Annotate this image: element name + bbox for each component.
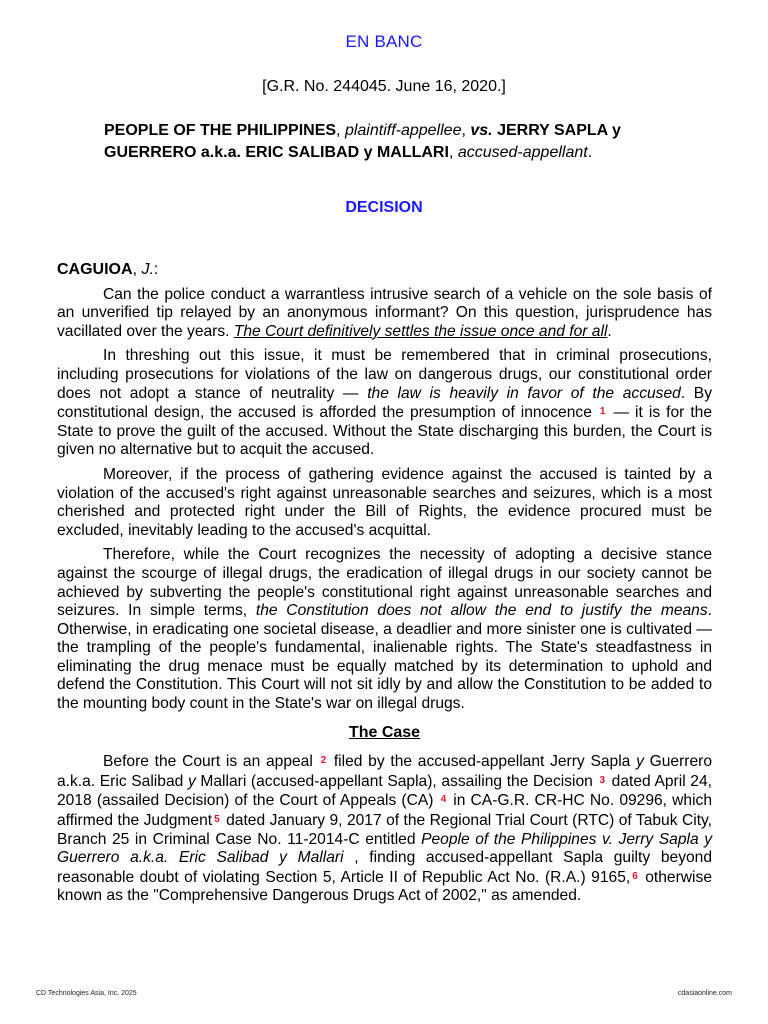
paragraph-text: Guerrero a.k.a. Eric Salibad bbox=[57, 753, 712, 790]
ponente-name: CAGUIOA bbox=[57, 261, 133, 278]
case-parties: PEOPLE OF THE PHILIPPINES, plaintiff-appellee, vs. JERRY SAPLA y GUERRERO a.k.a. ERIC SALIBAD y MALLARI, accused-appellant. bbox=[104, 122, 621, 161]
paragraph-text: in CA-G.R. CR-HC No. 09296, which affirmed the Judgment bbox=[57, 792, 712, 830]
division-heading: EN BANC bbox=[345, 32, 423, 51]
gr-number: [G.R. No. 244045. June 16, 2020.] bbox=[262, 78, 506, 95]
paragraph: Moreover, if the process of gathering evidence against the accused is tainted by a violation of the accused's right against unreasonable searches and seizures, which is a most cherished and protected right under the Bill of Rights, the evidence procured must be excluded, inevitably leading to the accused's acquittal. bbox=[57, 465, 712, 539]
ponente-title: J. bbox=[141, 261, 154, 278]
emphasis-text: The Court definitively settles the issue once and for all bbox=[233, 322, 608, 340]
plaintiff-role: plaintiff-appellee bbox=[344, 122, 462, 139]
paragraph bbox=[57, 347, 712, 460]
footnote-link[interactable]: 5 bbox=[214, 814, 220, 826]
paragraph-text: dated April 24, 2018 (assailed Decision) of the Court of Appeals (CA) bbox=[57, 772, 712, 810]
footnote-link[interactable]: 1 bbox=[599, 406, 606, 418]
paragraph-text: Can the police conduct a warrantless intrusive search of a vehicle on the sole basis of an unverified tip relayed by an anonymous informant? On this question, jurisprudence has vacillated over the years. bbox=[57, 285, 712, 340]
decision-title: DECISION bbox=[345, 199, 423, 216]
accused-name: JERRY SAPLA y GUERRERO a.k.a. ERIC SALIBAD y MALLARI bbox=[104, 122, 621, 161]
paragraph-text: dated January 9, 2017 of the Regional Trial Court (RTC) of Tabuk City, Branch 25 in Criminal Case No. 11-2014-C entitled bbox=[57, 812, 713, 848]
footer-copyright: CD Technologies Asia, Inc. 2025 bbox=[36, 990, 137, 997]
emphasis-text: People of the Philippines v. Jerry Sapla y Guerrero a.k.a. Eric Salibad y Mallari bbox=[57, 830, 712, 867]
plaintiff-name: PEOPLE OF THE PHILIPPINES bbox=[104, 122, 337, 139]
paragraph bbox=[57, 546, 712, 713]
paragraph-text: otherwise known as the "Comprehensive Dangerous Drugs Act of 2002," as amended. bbox=[57, 868, 712, 905]
paragraph-text: — it is for the State to prove the guilt of the accused. Without the State discharging this burden, the Court is given no alternative but to acquit the accused. bbox=[57, 404, 712, 459]
footnote-link[interactable]: 3 bbox=[599, 774, 606, 786]
section-heading: The Case bbox=[348, 723, 421, 741]
paragraph: Can the police conduct a warrantless intrusive search of a vehicle on the sole basis of an unverified tip relayed by an anonymous informant? On this question, jurisprudence has vacillated over the years. The Court definitively settles the issue once and for all. bbox=[57, 285, 712, 340]
footnote-link[interactable]: 6 bbox=[632, 870, 638, 882]
paragraph bbox=[57, 752, 712, 906]
paragraph-text: Therefore, while the Court recognizes the necessity of adopting a decisive stance against the scourge of illegal drugs, the eradication of illegal drugs in our society cannot be achieved by subverting the people's constitutional right against unreasonable searches and seizures. In simple terms, bbox=[57, 546, 712, 620]
paragraph-text: . Otherwise, in eradicating one societal disease, a deadlier and more sinister one is cultivated — the trampling of the people's fundamental, inalienable rights. The State's steadfastness in eliminating the drug menace must be equally matched by its determination to uphold and defend the Constitution. This Court will not sit idly by and allow the Constitution to be added to the mounting body count in the State's war on illegal drugs. bbox=[57, 602, 712, 713]
ponente: CAGUIOA, J.: bbox=[57, 261, 159, 278]
footer-site[interactable]: cdasiaonline.com bbox=[677, 990, 732, 997]
footnote-link[interactable]: 4 bbox=[440, 794, 447, 806]
emphasis-text: y bbox=[636, 753, 644, 771]
paragraph-text: . By constitutional design, the accused is afforded the presumption of innocence bbox=[57, 384, 712, 422]
paragraph-text: In threshing out this issue, it must be remembered that in criminal prosecutions, including prosecutions for violations of the law on dangerous drugs, our constitutional order does not adopt a stance of neutrality — bbox=[57, 347, 712, 402]
accused-role: accused-appellant bbox=[457, 144, 588, 161]
paragraph-text: Mallari (accused-appellant Sapla), assailing the Decision bbox=[195, 772, 593, 790]
paragraph-text: , finding accused-appellant Sapla guilty beyond reasonable doubt of violating Section 5, Article II of Republic Act No. (R.A.) 9165, bbox=[57, 849, 713, 886]
paragraph-text: Before the Court is an appeal bbox=[103, 753, 313, 771]
decision-body bbox=[57, 261, 712, 906]
versus: vs. bbox=[470, 122, 493, 139]
emphasis-text: y bbox=[187, 772, 196, 790]
paragraph-text: filed by the accused-appellant Jerry Sapla bbox=[328, 753, 637, 771]
emphasis-text: the Constitution does not allow the end to justify the means bbox=[255, 602, 708, 620]
footnote-link[interactable]: 2 bbox=[320, 755, 327, 767]
emphasis-text: the law is heavily in favor of the accused bbox=[367, 384, 681, 402]
